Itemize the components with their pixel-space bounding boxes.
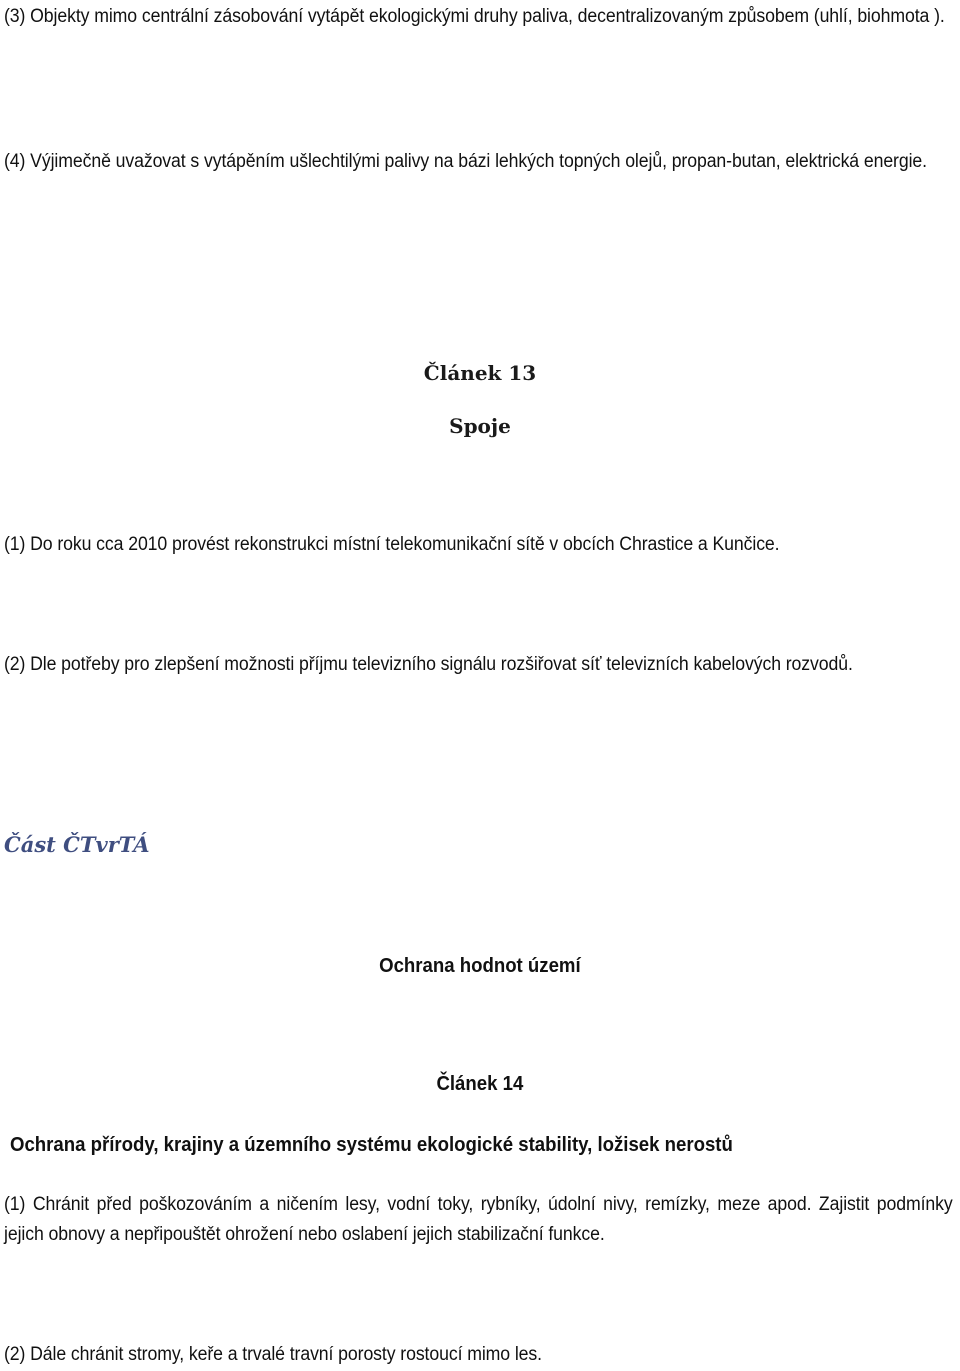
article-14-paragraph-2: (2) Dále chránit stromy, keře a trvalé travní porosty rostoucí mimo les. xyxy=(4,1344,542,1365)
article-13-paragraph-2: (2) Dle potřeby pro zlepšení možnosti příjmu televizního signálu rozšiřovat síť televizních kabelových rozvodů. xyxy=(4,654,853,675)
article-14-title: Článek 14 xyxy=(436,1073,524,1095)
article-13-subtitle: Spoje xyxy=(449,414,511,438)
article-13-paragraph-1: (1) Do roku cca 2010 provést rekonstrukci místní telekomunikační sítě v obcích Chrastice a Kunčice. xyxy=(4,534,780,555)
article-13-title: Článek 13 xyxy=(423,361,537,385)
paragraph-4-heating: (4) Výjimečně uvažovat s vytápěním ušlechtilými palivy na bázi lehkých topných olejů, propan-butan, elektrická energie. xyxy=(4,151,927,172)
article-14-paragraph-1: (1) Chránit před poškozováním a ničením lesy, vodní toky, rybníky, údolní nivy, remízky, meze apod. Zajistit podmínky jejich obnovy a nepřipouštět ohrožení nebo oslabení jejich stabilizační funkce. xyxy=(4,1194,953,1245)
part-4-label: Část ČTvrTÁ xyxy=(4,832,150,857)
article-14-subtitle: Ochrana přírody, krajiny a územního systému ekologické stability, ložisek nerostů xyxy=(10,1134,733,1156)
paragraph-3-heating: (3) Objekty mimo centrální zásobování vytápět ekologickými druhy paliva, decentralizovaným způsobem (uhlí, biohmota ). xyxy=(4,6,945,27)
part-4-title: Ochrana hodnot území xyxy=(379,955,581,977)
